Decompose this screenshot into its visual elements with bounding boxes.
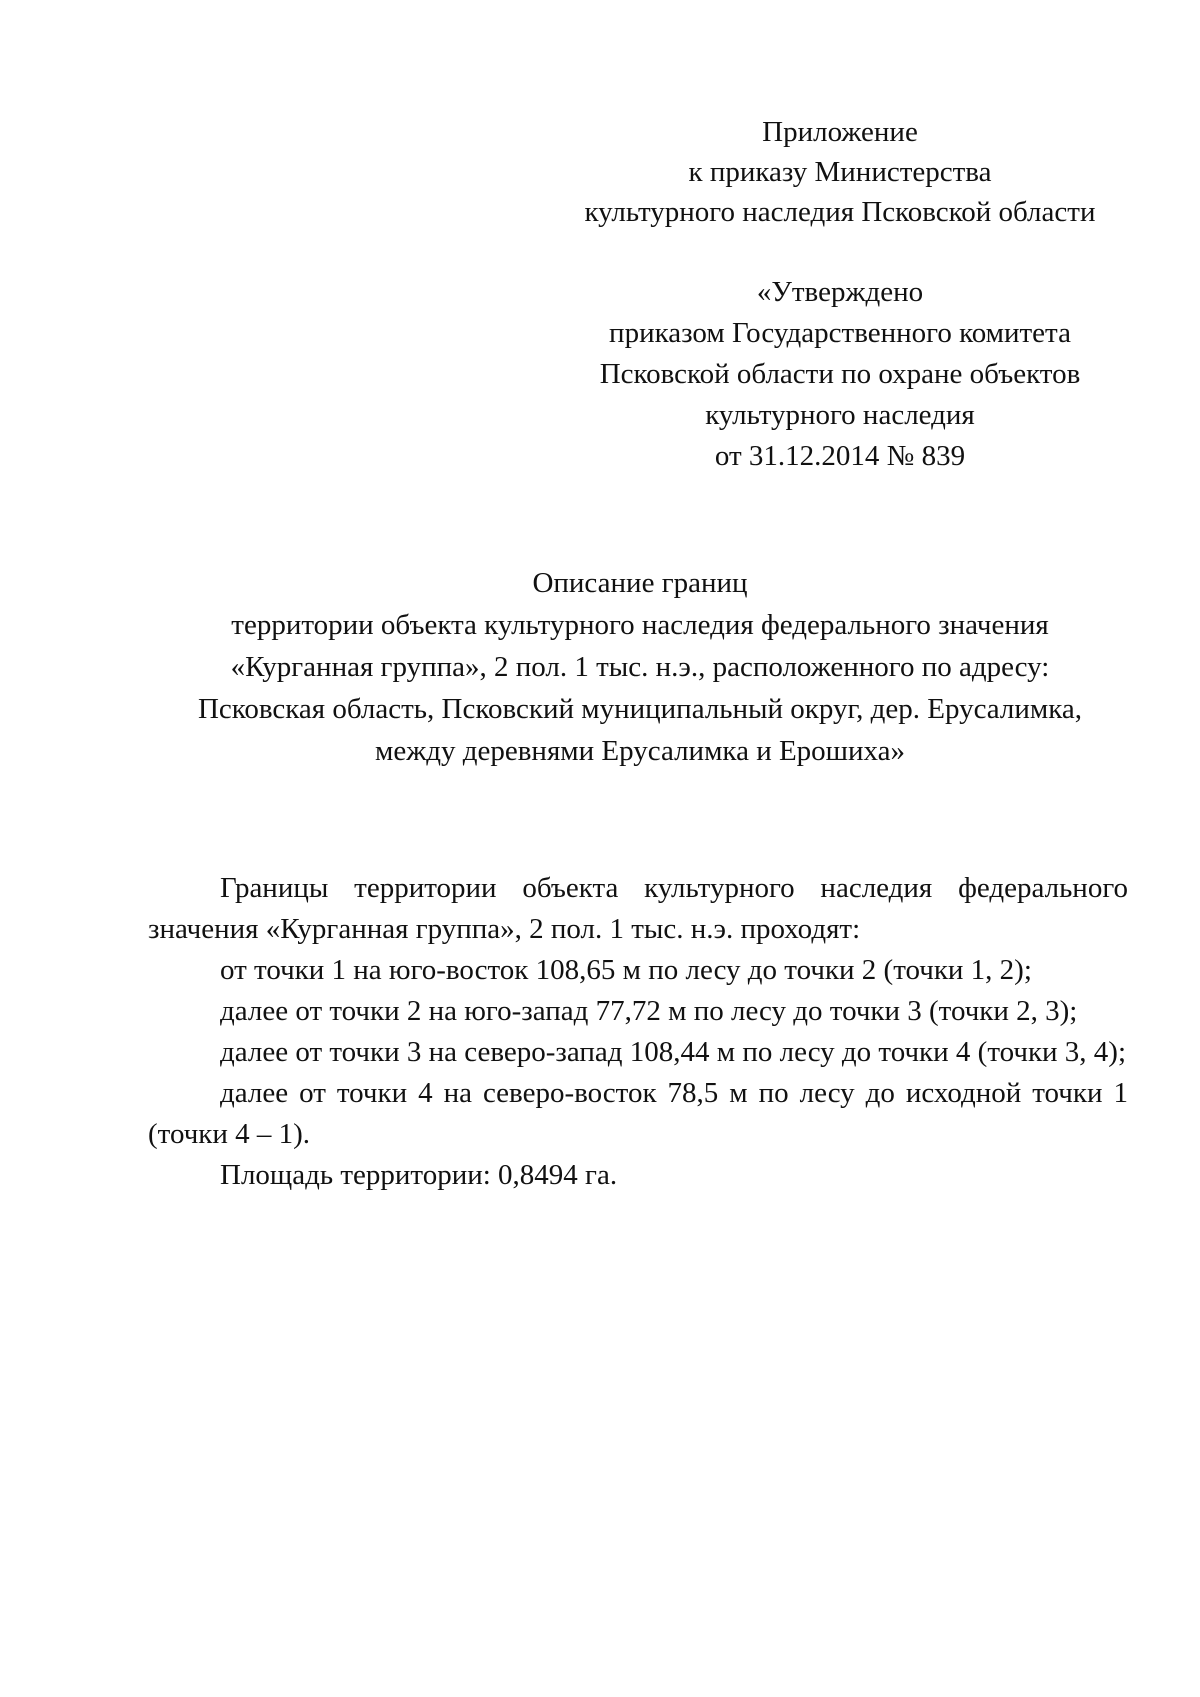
title-line: Описание границ bbox=[532, 567, 748, 599]
approval-line: культурного наследия bbox=[705, 399, 975, 431]
body-paragraph: далее от точки 4 на северо-восток 78,5 м по лесу до исходной точки 1 (точки 4 – 1). bbox=[148, 1077, 1128, 1150]
appendix-line: культурного наследия Псковской области bbox=[584, 196, 1096, 228]
appendix-header bbox=[560, 112, 1120, 232]
body-paragraph: Границы территории объекта культурного наследия федерального значения «Курганная группа», 2 пол. 1 тыс. н.э. проходят: bbox=[148, 872, 1128, 945]
title-line: «Курганная группа», 2 пол. 1 тыс. н.э., расположенного по адресу: bbox=[230, 651, 1050, 683]
document-body bbox=[148, 868, 1128, 1196]
document-title bbox=[150, 562, 1130, 772]
body-paragraph: от точки 1 на юго-восток 108,65 м по лесу до точки 2 (точки 1, 2); bbox=[220, 954, 1032, 986]
approval-stamp-text bbox=[560, 272, 1120, 477]
approval-line: от 31.12.2014 № 839 bbox=[714, 440, 966, 472]
appendix-line: Приложение bbox=[762, 116, 918, 148]
approval-line: Псковской области по охране объектов bbox=[599, 358, 1081, 390]
title-line: между деревнями Ерусалимка и Ерошиха» bbox=[374, 735, 906, 767]
appendix-line: к приказу Министерства bbox=[688, 156, 992, 188]
approval-line: приказом Государственного комитета bbox=[609, 317, 1071, 349]
approval-line: «Утверждено bbox=[756, 276, 924, 308]
title-line: Псковская область, Псковский муниципальный округ, дер. Ерусалимка, bbox=[197, 693, 1083, 725]
body-paragraph: далее от точки 2 на юго-запад 77,72 м по лесу до точки 3 (точки 2, 3); bbox=[220, 995, 1078, 1027]
title-line: территории объекта культурного наследия федерального значения bbox=[231, 609, 1049, 641]
body-paragraph: Площадь территории: 0,8494 га. bbox=[220, 1159, 618, 1191]
body-paragraph: далее от точки 3 на северо-запад 108,44 м по лесу до точки 4 (точки 3, 4); bbox=[220, 1036, 1127, 1068]
